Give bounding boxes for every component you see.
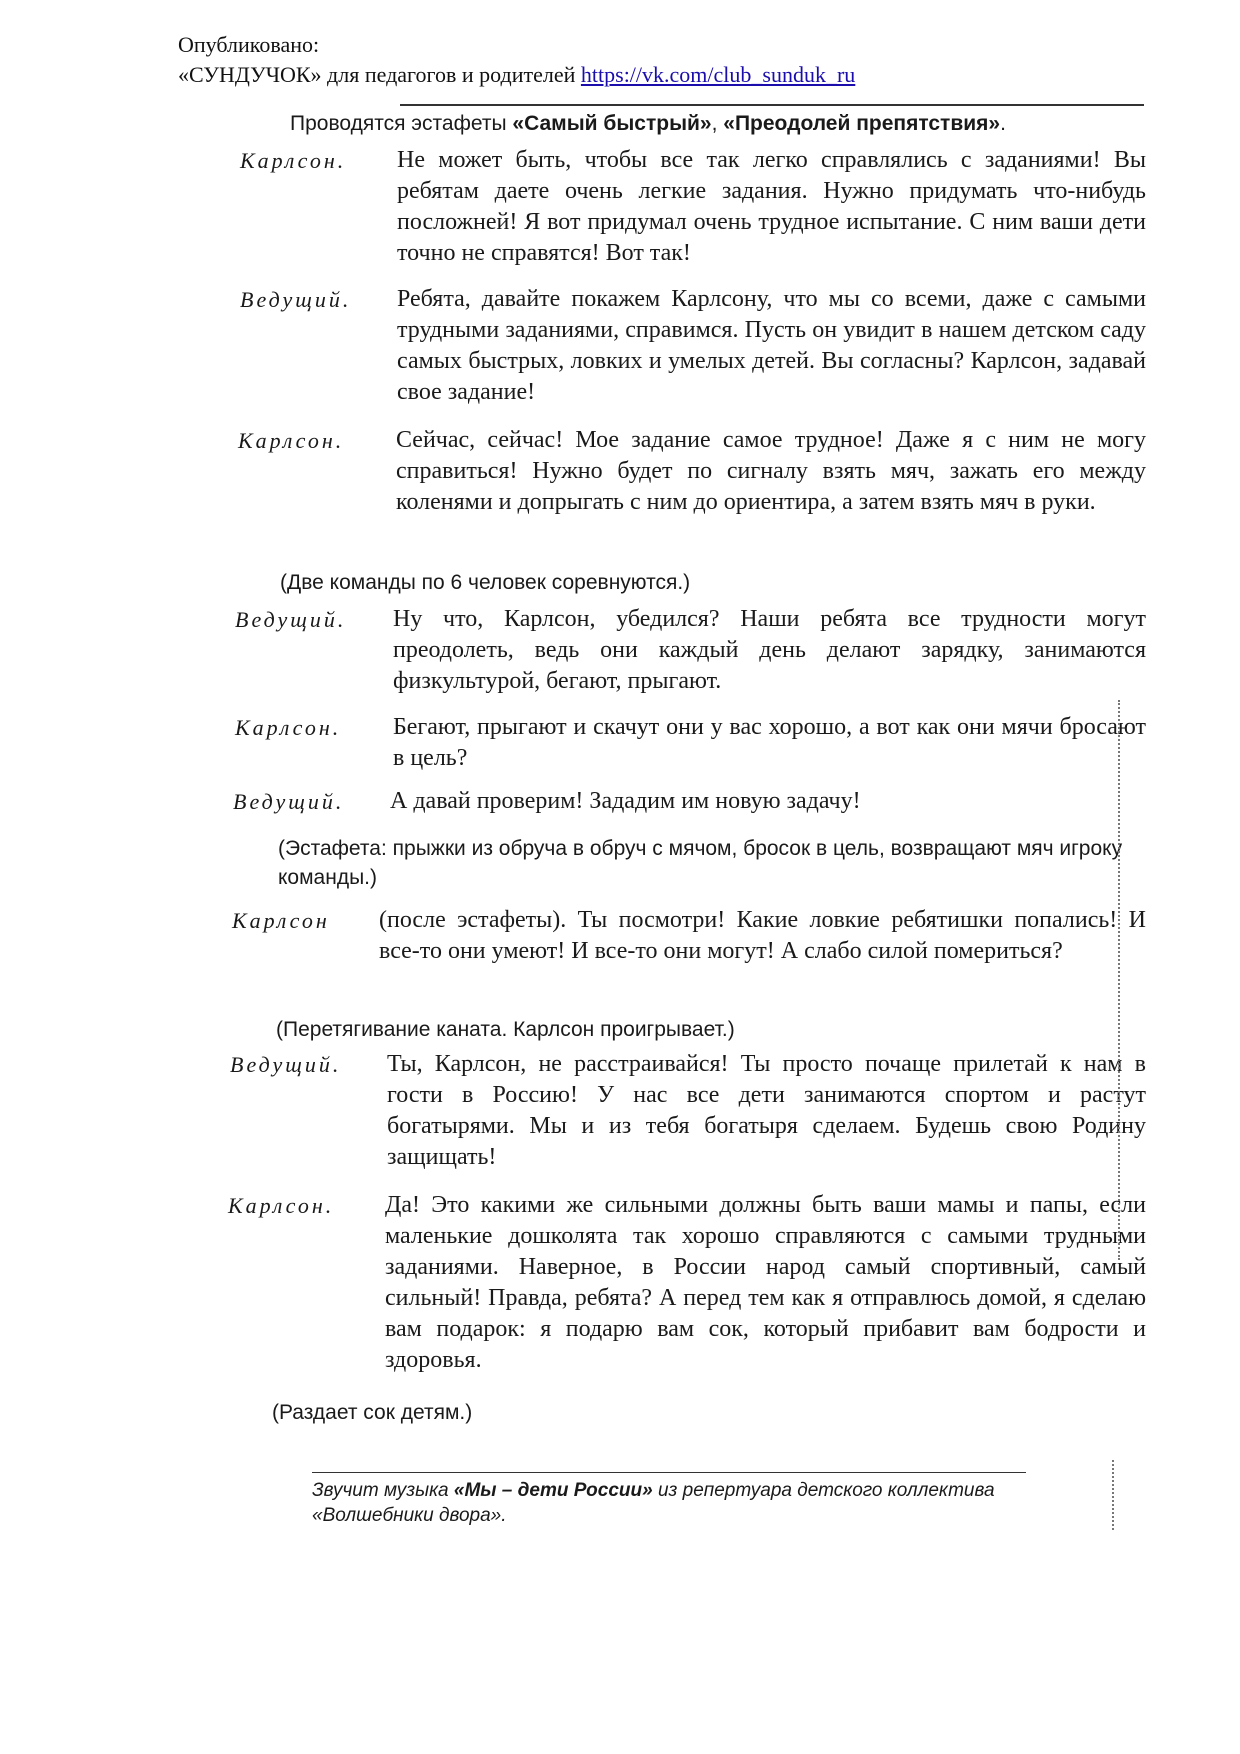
speech-text: Сейчас, сейчас! Мое задание самое трудное! Даже я с ним не могу справиться! Нужно будет по сигналу взять мяч, зажать его между коленями и допрыгать с ним до ориентира, а затем взять мяч в руки. xyxy=(396,427,1146,515)
stage-direction-juice: (Раздает сок детям.) xyxy=(272,1401,473,1424)
source-link[interactable]: https://vk.com/club_sunduk_ru xyxy=(580,62,856,87)
footer-end: . xyxy=(501,1505,507,1526)
relay-name-1: «Самый быстрый» xyxy=(512,112,712,135)
speech-text: А давай проверим! Зададим им новую задачу! xyxy=(390,788,861,814)
publication-header xyxy=(178,30,855,90)
speech-text: Ну что, Карлсон, убедился? Наши ребята все трудности могут преодолеть, ведь они каждый день делают зарядку, занимаются физкультурой, бегают, прыгают. xyxy=(393,606,1146,694)
speaker-label: Ведущий. xyxy=(235,607,347,632)
stage-direction-teams: (Две команды по 6 человек соревнуются.) xyxy=(280,571,691,594)
relay-name-2: «Преодолей препятствия» xyxy=(723,112,1001,135)
dialogue-block xyxy=(233,786,1146,817)
published-label: Опубликовано: xyxy=(178,32,320,57)
speech-text: Ты, Карлсон, не расстраивайся! Ты просто почаще прилетай к нам в гости в Россию! У нас все дети занимаются спортом и растут богатырями. Мы и из тебя богатыря сделаем. Будешь свою Родину защищать! xyxy=(387,1051,1146,1170)
speech-text: (после эстафеты). Ты посмотри! Какие ловкие ребятишки попались! И все-то они умеют! И все-то они могут! А слабо силой помериться? xyxy=(379,907,1146,964)
scan-margin-artifact xyxy=(1112,1460,1120,1530)
intro-end: . xyxy=(1000,112,1006,135)
intro-text: Проводятся эстафеты xyxy=(290,112,513,135)
group-name: «Волшебники двора» xyxy=(312,1505,502,1526)
dialogue-block xyxy=(232,905,1146,967)
speaker-label: Ведущий. xyxy=(240,287,352,312)
intro-direction xyxy=(290,110,1150,138)
speaker-label: Ведущий. xyxy=(230,1052,342,1077)
dialogue-block xyxy=(230,1049,1146,1173)
speaker-label: Карлсон. xyxy=(228,1193,335,1218)
song-title: «Мы – дети России» xyxy=(453,1480,653,1501)
scan-margin-artifact xyxy=(1118,700,1126,1260)
speaker-label: Ведущий. xyxy=(233,789,345,814)
dialogue-block xyxy=(240,145,1146,269)
top-rule xyxy=(400,104,1144,106)
dialogue-block xyxy=(235,604,1146,697)
stage-direction-relay: (Эстафета: прыжки из обруча в обруч с мячом, бросок в цель, возвращают мяч игроку команды.) xyxy=(278,837,1123,889)
footer-text-middle: из репертуара детского коллектива xyxy=(652,1480,995,1501)
footer-note xyxy=(312,1478,1072,1528)
speaker-label: Карлсон xyxy=(232,908,330,933)
speaker-label: Карлсон. xyxy=(235,715,342,740)
speech-text: Да! Это какими же сильными должны быть ваши мамы и папы, если маленькие дошколята так хорошо справляются с самыми трудными заданиями. Наверное, в России народ самый спортивный, самый сильный! Правда, ребята? А перед тем как я отправлюсь домой, я сделаю вам подарок: я подарю вам сок, который прибавит вам бодрости и здоровья. xyxy=(385,1192,1146,1373)
intro-separator: , xyxy=(711,112,724,135)
stage-direction-tug: (Перетягивание каната. Карлсон проигрывает.) xyxy=(276,1018,735,1041)
source-name: «СУНДУЧОК» для педагогов и родителей xyxy=(178,62,581,87)
footer-rule xyxy=(312,1472,1026,1473)
speech-text: Ребята, давайте покажем Карлсону, что мы со всеми, даже с самыми трудными заданиями, справимся. Пусть он увидит в нашем детском саду самых быстрых, ловких и умелых детей. Вы согласны? Карлсон, задавай свое задание! xyxy=(397,286,1146,405)
source-line xyxy=(178,60,855,90)
dialogue-block xyxy=(235,712,1146,774)
speaker-label: Карлсон. xyxy=(238,428,345,453)
speech-text: Не может быть, чтобы все так легко справлялись с заданиями! Вы ребятам даете очень легкие задания. Нужно придумать что-нибудь посложней! Я вот придумал очень трудное испытание. С ним ваши дети точно не справятся! Вот так! xyxy=(397,147,1146,266)
dialogue-block xyxy=(228,1190,1146,1376)
dialogue-block xyxy=(238,425,1146,518)
footer-text: Звучит музыка xyxy=(312,1480,454,1501)
dialogue-block xyxy=(240,284,1146,408)
speech-text: Бегают, прыгают и скачут они у вас хорошо, а вот как они мячи бросают в цель? xyxy=(393,714,1146,771)
speaker-label: Карлсон. xyxy=(240,148,347,173)
